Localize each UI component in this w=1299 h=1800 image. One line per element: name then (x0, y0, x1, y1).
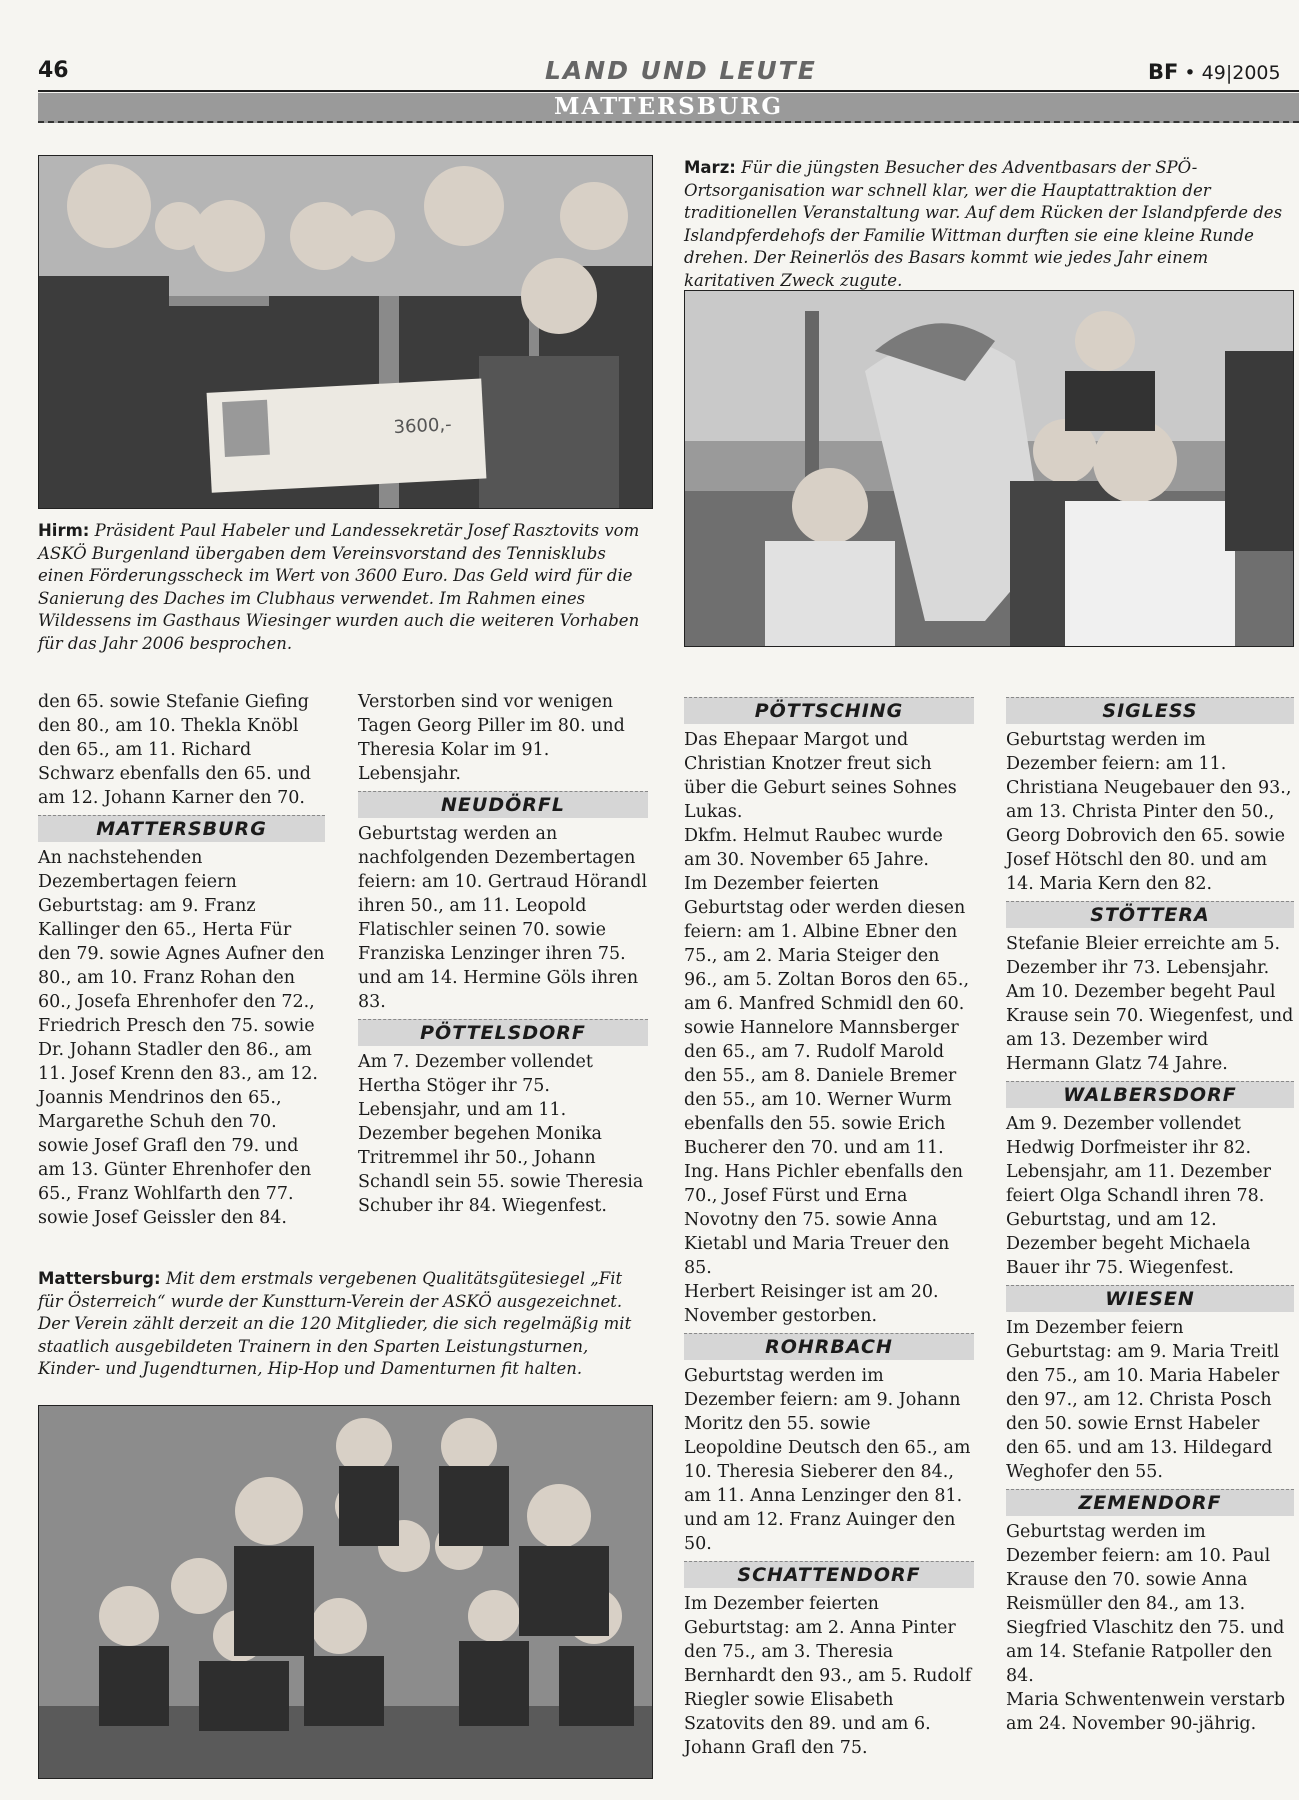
poettsching-p2: Dkfm. Helmut Raubec wurde am 30. November 65 Jahre. (684, 826, 943, 870)
column-2 (358, 690, 648, 1218)
walbersdorf-body: Am 9. Dezember vollendet Hedwig Dorfmeister ihr 82. Lebensjahr, am 11. Dezember feiert Olga Schandl ihren 78. Geburtstag, und am 12. Dezember begeht Michaela Bauer ihr 75. Wiegenfest. (1006, 1114, 1271, 1278)
cheque-amount: 3600,- (393, 414, 453, 439)
schattendorf-body: Im Dezember feierten Geburtstag: am 2. Anna Pinter den 75., am 3. Theresia Bernhardt den 93., am 5. Rudolf Riegler sowie Elisabeth Szatovits den 89. und am 6. Johann Grafl den 75. (684, 1594, 972, 1758)
heading-zemendorf: ZEMENDORF (1006, 1489, 1294, 1516)
header-rule (38, 90, 1299, 92)
wiesen-body: Im Dezember feiern Geburtstag: am 9. Maria Treitl den 75., am 10. Maria Habeler den 97., am 12. Christa Posch den 50. sowie Ernst Habeler den 65. und am 13. Hildegard Weghofer den 55. (1006, 1318, 1280, 1482)
neudoerfl-body: Geburtstag werden an nachfolgenden Dezembertagen feiern: am 10. Gertraud Hörandl ihren 50., am 11. Leopold Flatischler seinen 70. sowie Franziska Lenzinger ihren 75. und am 14. Hermine Göls ihren 83. (358, 824, 648, 1012)
region-banner (38, 93, 1299, 123)
section-title: LAND UND LEUTE (545, 56, 817, 85)
heading-stoettera: STÖTTERA (1006, 901, 1294, 928)
heading-sigless: SIGLESS (1006, 697, 1294, 724)
caption-marz-text: Für die jüngsten Besucher des Adventbasars der SPÖ-Ortsorganisation war schnell klar, wer die Hauptattraktion der traditionellen Veranstaltung war. Auf dem Rücken der Islandpferde des Islandpferdehofs der Familie Wittman durften sie eine kleine Runde drehen. Der Reinerlös des Basars kommt wie jedes Jahr einem karitativen Zweck zugute. (684, 158, 1283, 290)
issue-brand: BF (1148, 60, 1179, 84)
photo-marz-pony (684, 290, 1294, 647)
column-4 (1006, 692, 1294, 1736)
caption-mattersburg-lead: Mattersburg: (38, 1269, 161, 1288)
caption-hirm-lead: Hirm: (38, 521, 90, 540)
col1-continued-text: den 65. sowie Stefanie Giefing den 80., am 10. Thekla Knöbl den 65., am 11. Richard Schwarz ebenfalls den 65. und am 12. Johann Karner den 70. (38, 692, 311, 808)
caption-mattersburg (38, 1268, 651, 1381)
heading-poettelsdorf: PÖTTELSDORF (358, 1019, 648, 1046)
mattersburg-body: An nachstehenden Dezembertagen feiern Geburtstag: am 9. Franz Kallinger den 65., Herta Für den 79. sowie Agnes Aufner den 80., am 10. Franz Rohan den 60., Josefa Ehrenhofer den 72., Friedrich Presch den 75. sowie Dr. Johann Stadler den 86., am 11. Josef Krenn den 83., am 12. Joannis Mendrinos den 65., Margarethe Schuh den 70. sowie Josef Grafl den 79. und am 13. Günter Ehrenhofer den 65., Franz Wohlfarth den 77. sowie Josef Geissler den 84. (38, 848, 325, 1228)
poettsching-p4: Herbert Reisinger ist am 20. November gestorben. (684, 1282, 939, 1326)
issue-separator: • (1184, 62, 1196, 84)
rohrbach-body: Geburtstag werden im Dezember feiern: am 9. Johann Moritz den 55. sowie Leopoldine Deutsch den 65., am 10. Theresia Sieberer den 84., am 11. Anna Lenzinger den 81. und am 12. Franz Auinger den 50. (684, 1366, 971, 1554)
caption-mattersburg-text: Mit dem erstmals vergebenen Qualitätsgütesiegel „Fit für Österreich“ wurde der Kunstturn-Verein der ASKÖ ausgezeichnet. Der Verein zählt derzeit an die 120 Mitglieder, die sich regelmäßig mit staatlich ausgebildeten Trainern in den Sparten Leistungsturnen, Kinder- und Jugendturnen, Hip-Hop und Damenturnen fit halten. (38, 1269, 632, 1378)
poettelsdorf-body: Am 7. Dezember vollendet Hertha Stöger ihr 75. Lebensjahr, und am 11. Dezember begehen Monika Tritremmel ihr 50., Johann Schandl sein 55. sowie Theresia Schuber ihr 84. Wiegenfest. (358, 1052, 644, 1216)
heading-poettsching: PÖTTSCHING (684, 697, 974, 724)
heading-schattendorf: SCHATTENDORF (684, 1561, 974, 1588)
caption-hirm (38, 520, 651, 655)
heading-rohrbach: ROHRBACH (684, 1333, 974, 1360)
caption-marz-lead: Marz: (684, 158, 736, 177)
sigless-body: Geburtstag werden im Dezember feiern: am 11. Christiana Neugebauer den 93., am 13. Christa Pinter den 50., Georg Dobrovich den 65. sowie Josef Hötschl den 80. und am 14. Maria Kern den 82. (1006, 730, 1292, 894)
caption-hirm-text: Präsident Paul Habeler und Landessekretär Josef Rasztovits vom ASKÖ Burgenland übergaben dem Vereinsvorstand des Tennisklubs einen Förderungsscheck im Wert von 3600 Euro. Das Geld wird für die Sanierung des Daches im Clubhaus verwendet. Im Rahmen eines Wildessens im Gasthaus Wiesinger wurden auch die weiteren Vorhaben für das Jahr 2006 besprochen. (38, 521, 640, 653)
poettsching-p3: Im Dezember feierten Geburtstag oder werden diesen feiern: am 1. Albine Ebner den 75., am 2. Maria Steiger den 96., am 5. Zoltan Boros den 65., am 6. Manfred Schmidl den 60. sowie Hannelore Mannsberger den 65., am 7. Rudolf Marold den 55., am 8. Daniele Bremer den 55., am 10. Werner Wurm ebenfalls den 55. sowie Erich Bucherer den 70. und am 11. Ing. Hans Pichler ebenfalls den 70., Josef Fürst und Erna Novotny den 75. sowie Anna Kietabl und Maria Treuer den 85. (684, 874, 970, 1278)
heading-mattersburg: MATTERSBURG (38, 815, 325, 842)
zemendorf-p2: Maria Schwentenwein verstarb am 24. November 90-jährig. (1006, 1690, 1286, 1734)
poettsching-p1: Das Ehepaar Margot und Christian Knotzer freut sich über die Geburt seines Sohnes Lukas. (684, 730, 957, 822)
heading-neudoerfl: NEUDÖRFL (358, 791, 648, 818)
column-3 (684, 692, 974, 1760)
photo-mattersburg-gymnasts (38, 1405, 653, 1779)
photo-hirm-cheque (38, 155, 653, 509)
zemendorf-body: Geburtstag werden im Dezember feiern: am 10. Paul Krause den 70. sowie Anna Reismüller den 84., am 13. Siegfried Vlaschitz den 75. und am 14. Stefanie Ratpoller den 84. (1006, 1522, 1285, 1686)
heading-walbersdorf: WALBERSDORF (1006, 1081, 1294, 1108)
region-banner-title: MATTERSBURG (554, 93, 783, 120)
issue-number: 49|2005 (1201, 62, 1281, 84)
column-1 (38, 690, 325, 1230)
col2-continued-text: Verstorben sind vor wenigen Tagen Georg Piller im 80. und Theresia Kolar im 91. Lebensjahr. (358, 692, 625, 784)
heading-wiesen: WIESEN (1006, 1285, 1294, 1312)
stoettera-body: Stefanie Bleier erreichte am 5. Dezember ihr 73. Lebensjahr. Am 10. Dezember begeht Paul Krause sein 70. Wiegenfest, und am 13. Dezember wird Hermann Glatz 74 Jahre. (1006, 934, 1294, 1074)
issue-info (1148, 60, 1281, 84)
page-number: 46 (38, 58, 69, 83)
caption-marz (684, 157, 1292, 292)
